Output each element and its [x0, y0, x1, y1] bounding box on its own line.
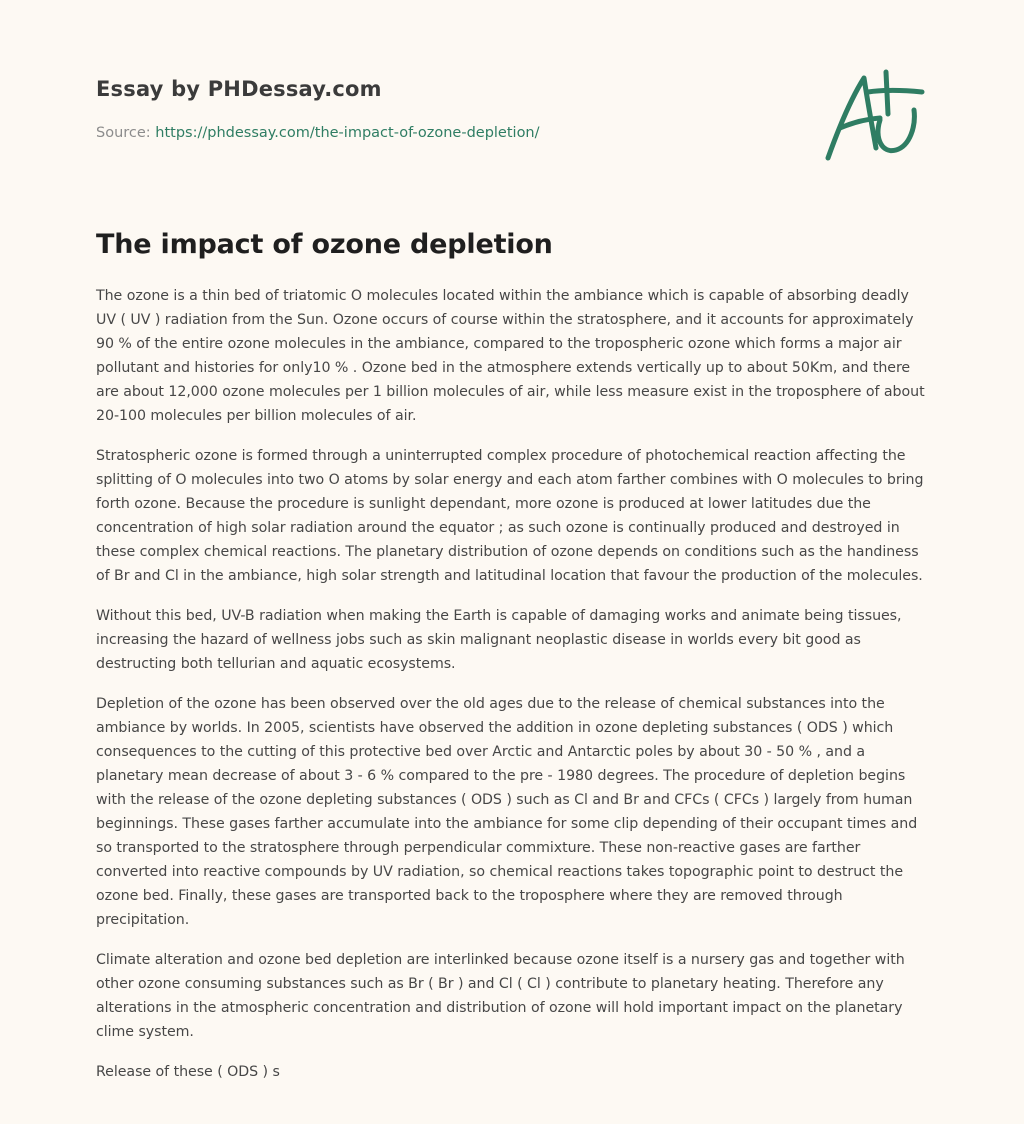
a-plus-icon — [818, 64, 934, 168]
essay-paragraph: Stratospheric ozone is formed through a uninterrupted complex procedure of photochemical reaction affecting the splitting of O molecules into two O atoms by solar energy and each atom farther combines with O molecules to bring forth ozone. Because the procedure is sunlight dependant, more ozone is produced at lower latitudes due the concentration of high solar radiation around the equator ; as such ozone is continually produced and destroyed in these complex chemical reactions. The planetary distribution of ozone depends on conditions such as the handiness of Br and Cl in the ambiance, high solar strength and latitudinal location that favour the production of the molecules. — [96, 448, 924, 584]
source-label: Source: — [96, 125, 151, 141]
essay-paragraph: Climate alteration and ozone bed depletion are interlinked because ozone itself is a nursery gas and together with other ozone consuming substances such as Br ( Br ) and Cl ( Cl ) contribute to planetary heating. Therefore any alterations in the atmospheric concentration and distribution of ozone will hold important impact on the planetary clime system. — [96, 952, 905, 1040]
source-link[interactable]: https://phdessay.com/the-impact-of-ozone-depletion/ — [155, 125, 540, 141]
site-brand: Essay by PHDessay.com — [96, 77, 382, 101]
essay-header — [96, 74, 796, 143]
essay-title: The impact of ozone depletion — [96, 229, 553, 260]
source-line — [96, 123, 796, 143]
essay-paragraph: Depletion of the ozone has been observed over the old ages due to the release of chemical substances into the ambiance by worlds. In 2005, scientists have observed the addition in ozone depleting substances ( ODS ) which consequences to the cutting of this protective bed over Arctic and Antarctic poles by about 30 - 50 % , and a planetary mean decrease of about 3 - 6 % compared to the pre - 1980 degrees. The procedure of depletion begins with the release of the ozone depleting substances ( ODS ) such as Cl and Br and CFCs ( CFCs ) largely from human beginnings. These gases farther accumulate into the ambiance for some clip depending of their occupant times and so transported to the stratosphere through perpendicular commixture. These non-reactive gases are farther converted into reactive compounds by UV radiation, so chemical reactions takes topographic point to destruct the ozone bed. Finally, these gases are transported back to the troposphere where they are removed through precipitation. — [96, 696, 918, 928]
essay-paragraph: Release of these ( ODS ) s — [96, 1064, 280, 1080]
essay-paragraph: Without this bed, UV-B radiation when making the Earth is capable of damaging works and animate being tissues, increasing the hazard of wellness jobs such as skin malignant neoplastic disease in worlds every bit good as destructing both tellurian and aquatic ecosystems. — [96, 608, 902, 672]
essay-paragraph: The ozone is a thin bed of triatomic O molecules located within the ambiance which is capable of absorbing deadly UV ( UV ) radiation from the Sun. Ozone occurs of course within the stratosphere, and it accounts for approximately 90 % of the entire ozone molecules in the ambiance, compared to the tropospheric ozone which forms a major air pollutant and histories for only10 % . Ozone bed in the atmosphere extends vertically up to about 50Km, and there are about 12,000 ozone molecules per 1 billion molecules of air, while less measure exist in the troposphere of about 20-100 molecules per billion molecules of air. — [96, 288, 925, 424]
essay-body — [96, 284, 926, 1100]
